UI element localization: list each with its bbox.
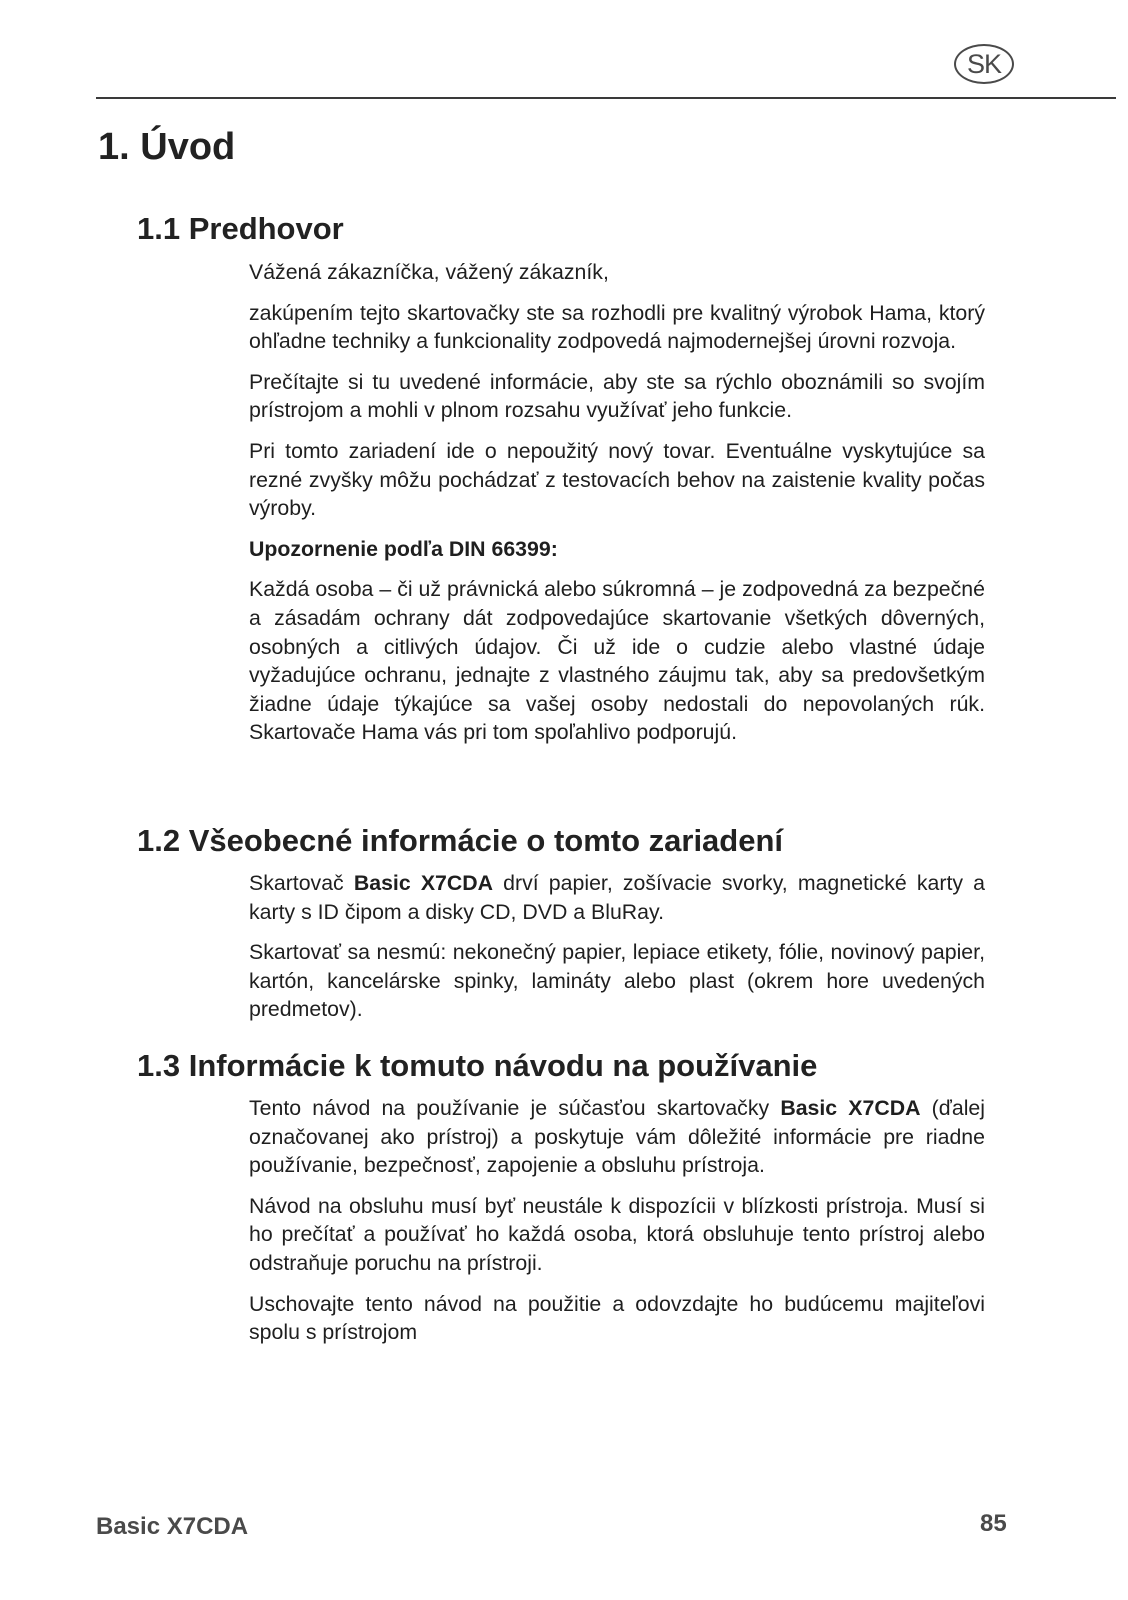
paragraph: Prečítajte si tu uvedené informácie, aby ste sa rýchlo oboznámili so svojím prístrojom a mohli v plnom rozsahu využívať jeho funkcie. — [249, 369, 985, 423]
section-body-general-info — [249, 869, 985, 1036]
language-code: SK — [966, 48, 1002, 79]
chapter-title: 1. Úvod — [98, 126, 236, 168]
note-heading: Upozornenie podľa DIN 66399: — [249, 536, 558, 561]
section-body-predhovor — [249, 258, 985, 759]
paragraph: Skartovať sa nesmú: nekonečný papier, lepiace etikety, fólie, novinový papier, kartón, kancelárske spinky, lamináty alebo plast (okrem hore uvedených predmetov). — [249, 940, 985, 1022]
language-badge — [954, 44, 1014, 84]
text-span: drví papier, zošívacie svorky, magnetické karty a karty s ID čipom a disky CD, DVD a BluRay. — [249, 871, 986, 924]
paragraph — [249, 869, 985, 926]
paragraph: Návod na obsluhu musí byť neustále k dispozícii v blízkosti prístroja. Musí si ho prečítať a používať ho každá osoba, ktorá obsluhuje tento prístroj alebo odstraňuje poruchu na prístroji. — [249, 1193, 985, 1275]
section-heading-predhovor: 1.1 Predhovor — [137, 211, 344, 246]
header-divider — [96, 97, 1116, 99]
paragraph: Uschovajte tento návod na použitie a odovzdajte ho budúcemu majiteľovi spolu s prístrojom — [249, 1291, 985, 1345]
greeting-paragraph: Vážená zákazníčka, vážený zákazník, — [249, 260, 609, 284]
model-name: Basic X7CDA — [780, 1096, 921, 1120]
paragraph: zakúpením tejto skartovačky ste sa rozhodli pre kvalitný výrobok Hama, ktorý ohľadne techniky a funkcionality zodpovedá najmodernejšej úrovni rozvoja. — [249, 300, 985, 354]
section-body-manual-info — [249, 1094, 985, 1359]
note-paragraph: Každá osoba – či už právnická alebo súkromná – je zodpovedná za bezpečné a zásadám ochrany dát zodpovedajúce skartovanie všetkých dôverných, osobných a citlivých údajov. Či už ide o cudzie alebo vlastné údaje vyžadujúce ochranu, jednajte z vlastného záujmu tak, aby sa predovšetkým žiadne údaje týkajúce sa vašej osoby nedostali do nepovolaných rúk. Skartovače Hama vás pri tom spoľahlivo podporujú. — [249, 577, 985, 745]
text-span: Skartovač — [249, 871, 354, 895]
paragraph — [249, 1094, 985, 1180]
text-span: Tento návod na používanie je súčasťou skartovačky — [249, 1096, 781, 1120]
model-name: Basic X7CDA — [353, 871, 494, 895]
paragraph: Pri tomto zariadení ide o nepoužitý nový tovar. Eventuálne vyskytujúce sa rezné zvyšky môžu pochádzať z testovacích behov na zaistenie kvality počas výroby. — [249, 438, 985, 521]
footer-model: Basic X7CDA — [96, 1513, 249, 1540]
section-heading-manual-info: 1.3 Informácie k tomuto návodu na používanie — [137, 1048, 818, 1083]
section-heading-general-info: 1.2 Všeobecné informácie o tomto zariadení — [137, 823, 784, 858]
page-number: 85 — [980, 1510, 1007, 1537]
text-span: (ďalej označovanej ako prístroj) a poskytuje vám dôležité informácie pre riadne používanie, bezpečnosť, zapojenie a obsluhu prístroja. — [249, 1096, 986, 1178]
